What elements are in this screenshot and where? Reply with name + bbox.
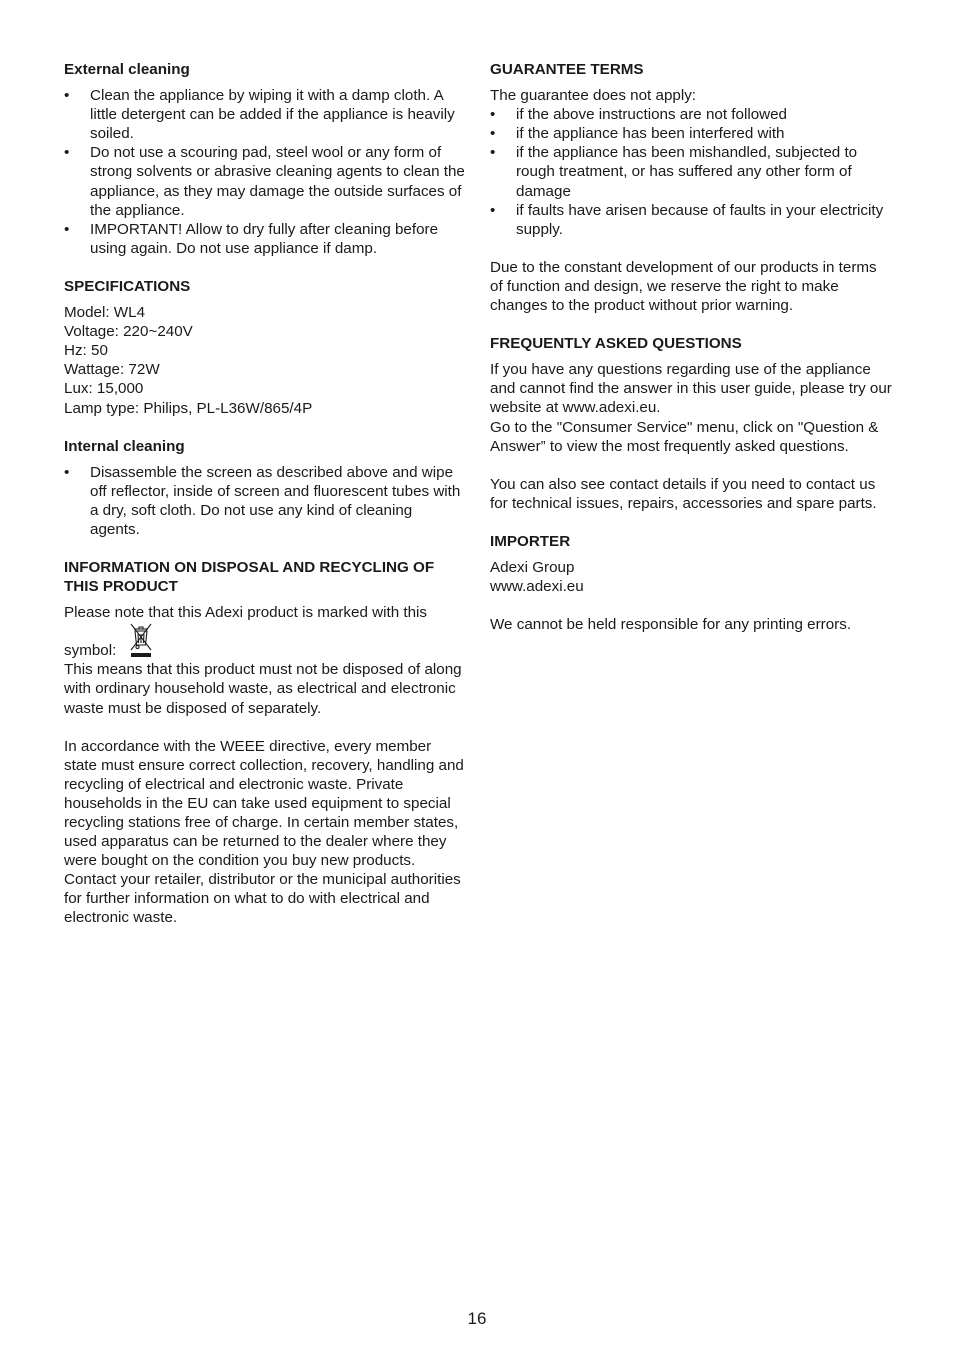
right-column [490, 60, 892, 653]
disposal-intro: Please note that this Adexi product is marked with this [64, 604, 428, 622]
guarantee-heading: GUARANTEE TERMS [490, 61, 644, 78]
specifications-heading: SPECIFICATIONS [64, 277, 191, 295]
crossed-out-wheelie-bin-icon [128, 621, 154, 659]
spec-lamp-type: Lamp type: Philips, PL-L36W/865/4P [64, 399, 313, 417]
list-item: • Clean the appliance by wiping it with a damp cloth. A little detergent can be added if the appliance is heavily soiled. [64, 86, 466, 143]
printing-errors-disclaimer: We cannot be held responsible for any printing errors. [490, 616, 852, 634]
faq-heading: FREQUENTLY ASKED QUESTIONS [490, 335, 742, 353]
spec-model: Model: WL4 [64, 304, 146, 322]
guarantee-section [490, 60, 892, 315]
symbol-label: symbol: [64, 642, 117, 660]
importer-section [490, 532, 892, 634]
disposal-paragraph-2: In accordance with the WEEE directive, every member state must ensure correct collection, recovery, handling and recycling of electrical and electronic waste. Private households in the EU can take used equipment to special recycling stations free of charge. In certain member states, used apparatus can be returned to the dealer where they were bought on the condition you buy new products. Contact your retailer, distributor or the municipal authorities for further information on what to do with electrical and electronic waste. [64, 737, 464, 927]
internal-cleaning-section [64, 437, 466, 539]
left-column [64, 60, 466, 947]
internal-cleaning-list [64, 463, 466, 539]
importer-name: Adexi Group [490, 558, 575, 576]
list-item: • if the appliance has been interfered with [490, 124, 892, 143]
spec-voltage: Voltage: 220~240V [64, 323, 193, 341]
external-cleaning-list [64, 86, 466, 258]
list-item: • if the above instructions are not followed [490, 105, 892, 124]
spec-wattage: Wattage: 72W [64, 361, 160, 379]
specifications-section [64, 277, 466, 418]
page-number: 16 [467, 1309, 487, 1328]
list-item: • Do not use a scouring pad, steel wool or any form of strong solvents or abrasive cleaning agents to clean the appliance, as they may damage the outside surfaces of the appliance. [64, 143, 466, 219]
importer-website: www.adexi.eu [490, 578, 584, 596]
spec-lux: Lux: 15,000 [64, 380, 144, 398]
disposal-heading: INFORMATION ON DISPOSAL AND RECYCLING OF THIS PRODUCT [64, 559, 435, 596]
disposal-section [64, 558, 466, 928]
list-item: • Disassemble the screen as described above and wipe off reflector, inside of screen and fluorescent tubes with a dry, soft cloth. Do not use any kind of cleaning agents. [64, 463, 466, 539]
faq-section [490, 334, 892, 513]
faq-paragraph-3: You can also see contact details if you need to contact us for technical issues, repairs, accessories and spare parts. [490, 475, 877, 512]
faq-paragraph-2: Go to the "Consumer Service" menu, click on "Question & Answer” to view the most frequently asked questions. [490, 418, 879, 455]
internal-cleaning-heading: Internal cleaning [64, 437, 185, 455]
importer-heading: IMPORTER [490, 532, 571, 550]
guarantee-intro: The guarantee does not apply: [490, 87, 697, 105]
spec-hz: Hz: 50 [64, 342, 108, 360]
list-item: • if the appliance has been mishandled, subjected to rough treatment, or has suffered any other form of damage [490, 143, 892, 200]
external-cleaning-heading: External cleaning [64, 61, 190, 78]
symbol-line [64, 622, 466, 660]
guarantee-note: Due to the constant development of our products in terms of function and design, we reserve the right to make changes to the product without prior warning. [490, 258, 877, 315]
disposal-paragraph-1: This means that this product must not be disposed of along with ordinary household waste, as electrical and electronic waste must be disposed of separately. [64, 661, 462, 717]
guarantee-list [490, 105, 892, 239]
faq-paragraph-1: If you have any questions regarding use of the appliance and cannot find the answer in this user guide, please try our website at www.adexi.eu. [490, 361, 892, 417]
external-cleaning-section [64, 60, 466, 258]
list-item: • if faults have arisen because of faults in your electricity supply. [490, 201, 892, 239]
list-item: • IMPORTANT! Allow to dry fully after cleaning before using again. Do not use appliance if damp. [64, 220, 466, 258]
